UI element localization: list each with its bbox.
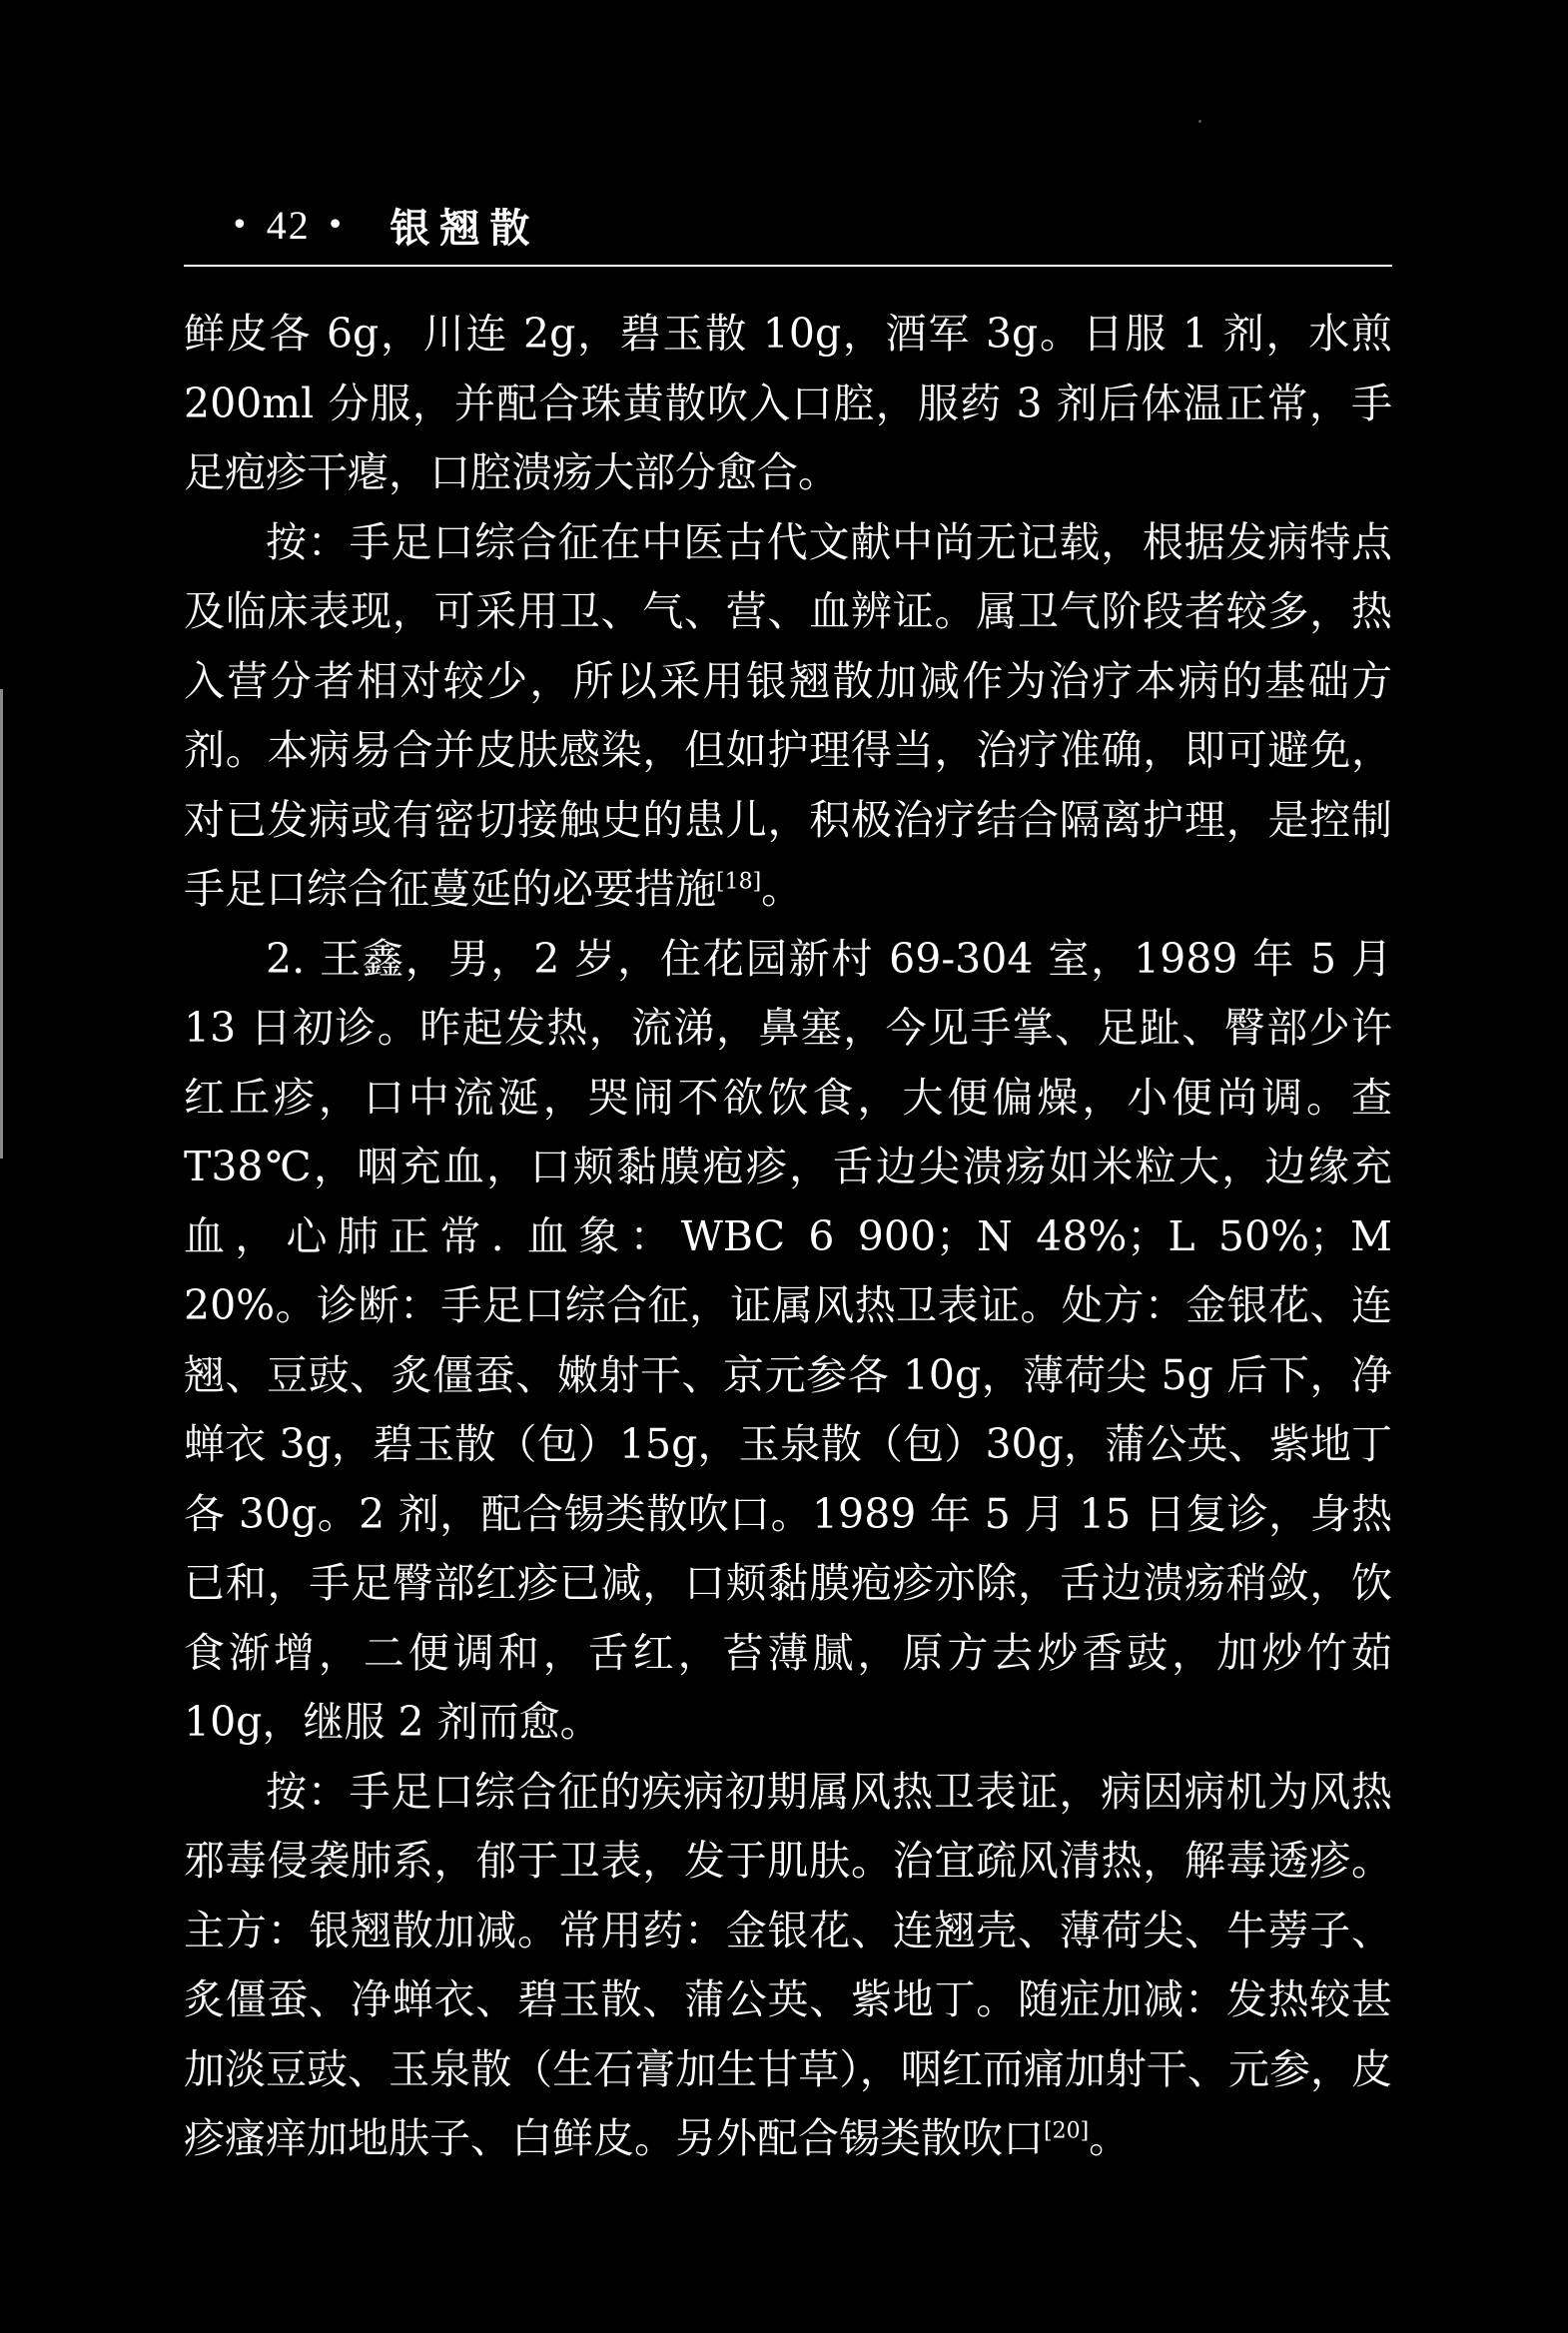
running-title: 银翘散: [390, 204, 540, 252]
scan-edge-mark: [0, 689, 3, 1159]
paragraph-text: 按：手足口综合征的疾病初期属风热卫表证，病因病机为风热邪毒侵袭肺系，郁于卫表，发于肌肤。治宜疏风清热，解毒透疹。主方：银翘散加减。常用药：金银花、连翘壳、薄荷尖、牛蒡子、炙僵蚕、净蝉衣、碧玉散、蒲公英、紫地丁。随症加减：发热较甚加淡豆豉、玉泉散（生石膏加生甘草），咽红而痛加射干、元参，皮疹瘙痒加地肤子、白鲜皮。另外配合锡类散吹口: [184, 1767, 1392, 2162]
header-bullet-left: •: [231, 207, 251, 243]
paragraph-case-2: [184, 925, 1392, 1758]
paragraph-text: 鲜皮各 6g，川连 2g，碧玉散 10g，酒军 3g。日服 1 剂，水煎 200ml 分服，并配合珠黄散吹入口腔，服药 3 剂后体温正常，手足疱疹干瘪，口腔溃疡大部分愈合。: [184, 310, 1392, 496]
paragraph-commentary-2: [184, 1758, 1392, 2174]
page-number: 42: [266, 202, 311, 248]
citation-ref: [20]: [1044, 2118, 1090, 2144]
header-rule: [184, 265, 1392, 267]
citation-ref: [18]: [716, 869, 762, 895]
paragraph-commentary-1: [184, 508, 1392, 925]
paragraph-text: 按：手足口综合征在中医古代文献中尚无记载，根据发病特点及临床表现，可采用卫、气、营、血辨证。属卫气阶段者较多，热入营分者相对较少，所以采用银翘散加减作为治疗本病的基础方剂。本病易合并皮肤感染，但如护理得当，治疗准确，即可避免，对已发病或有密切接触史的患儿，积极治疗结合隔离护理，是控制手足口综合征蔓延的必要措施: [184, 517, 1392, 913]
running-header: [215, 200, 539, 250]
body-text: [184, 300, 1392, 2174]
header-bullet-right: •: [326, 207, 347, 243]
paragraph-continuation: [184, 300, 1392, 508]
scan-dust-speck: [1198, 120, 1201, 123]
paragraph-text: 2. 王鑫，男，2 岁，住花园新村 69-304 室，1989 年 5 月 13 日初诊。昨起发热，流涕，鼻塞，今见手掌、足趾、臀部少许红丘疹，口中流涎，哭闹不欲饮食，大便偏燥，小便尚调。查 T38℃，咽充血，口颊黏膜疱疹，舌边尖溃疡如米粒大，边缘充血，心肺正常. 血象：WBC 6 900；N 48%；L 50%；M 20%。诊断：手足口综合征，证属风热卫表证。处方：金银花、连翘、豆豉、炙僵蚕、嫩射干、京元参各 10g，薄荷尖 5g 后下，净蝉衣 3g，碧玉散（包）15g，玉泉散（包）30g，蒲公英、紫地丁各 30g。2 剂，配合锡类散吹口。1989 年 5 月 15 日复诊，身热已和，手足臀部红疹已减，口颊黏膜疱疹亦除，舌边溃疡稍敛，饮食渐增，二便调和，舌红，苔薄腻，原方去炒香豉，加炒竹茹 10g，继服 2 剂而愈。: [184, 934, 1392, 1746]
paragraph-end-punct: 。: [761, 865, 803, 913]
paragraph-end-punct: 。: [1089, 2114, 1131, 2162]
